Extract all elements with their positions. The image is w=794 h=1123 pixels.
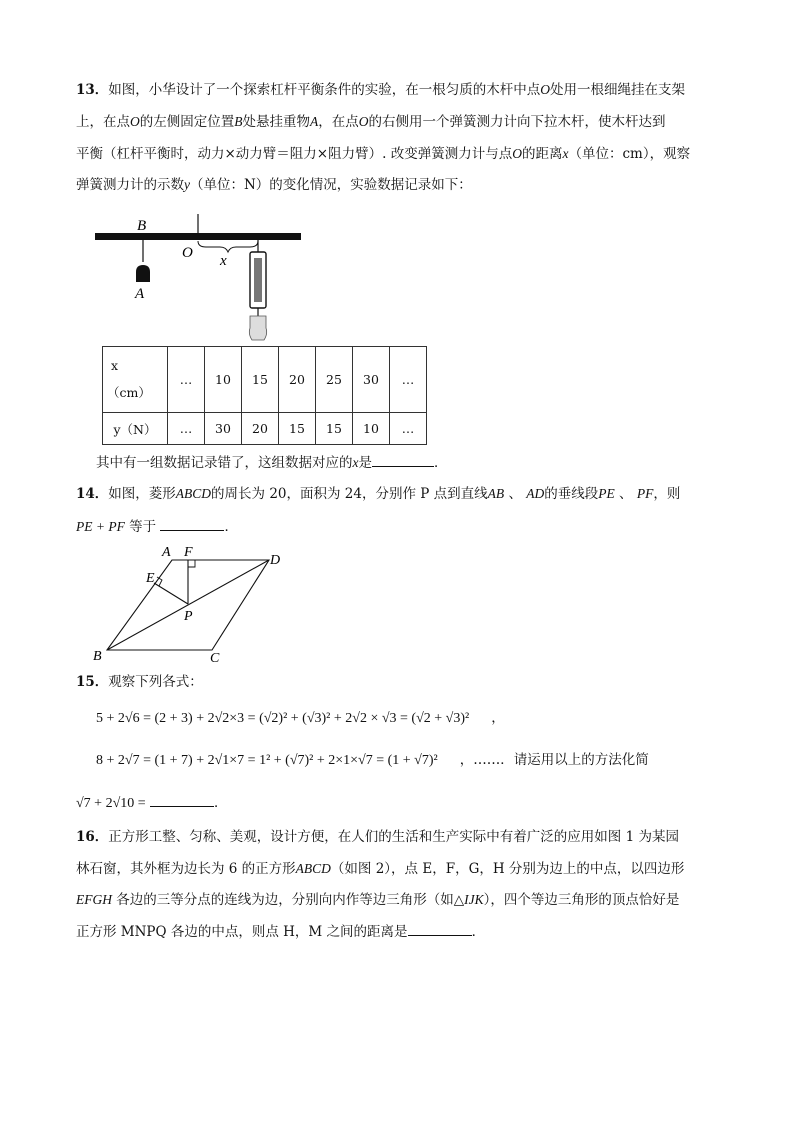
rhombus-figure (88, 540, 298, 666)
table-cell: 20 (279, 347, 316, 413)
table-cell: 30 (205, 413, 242, 445)
table-cell: 10 (205, 347, 242, 413)
table-cell: … (168, 413, 205, 445)
q15-title: 15．观察下列各式： (76, 674, 203, 690)
table-cell: 15 (242, 347, 279, 413)
table-cell: … (168, 347, 205, 413)
answer-blank (150, 792, 214, 807)
label-B: B (93, 649, 102, 664)
label-P: P (184, 609, 193, 624)
q14-number: 14． (76, 486, 109, 502)
q13-line-2: 上，在点O的左侧固定位置B处悬挂重物A，在点O的右侧用一个弹簧测力计向下拉木杆，使木杆达到 (76, 114, 666, 130)
table-header-x: x （cm） (103, 347, 168, 413)
segment-PE (154, 583, 188, 604)
answer-blank (372, 452, 434, 467)
label-E: E (146, 571, 155, 586)
label-C: C (210, 651, 220, 666)
table-cell: 25 (316, 347, 353, 413)
q13-number: 13． (76, 82, 109, 98)
q14-line-1: 14．如图，菱形ABCD的周长为 20，面积为 24，分别作 P 点到直线AB 、 AD的垂线段PE 、 PF，则 (76, 486, 681, 502)
q16-line-3: EFGH 各边的三等分点的连线为边，分别向内作等边三角形（如△IJK），四个等边三角形的顶点恰好是 (76, 892, 680, 908)
distance-brace (198, 241, 258, 252)
lever-bar (95, 233, 301, 240)
data-table (102, 346, 427, 445)
table-cell: … (390, 413, 427, 445)
table-row (103, 413, 427, 445)
q15-number: 15． (76, 674, 109, 690)
answer-blank (408, 921, 472, 936)
hand-icon (249, 316, 266, 340)
q16-line-4: 正方形 MNPQ 各边的中点，则点 H，M 之间的距离是 ． (76, 921, 485, 942)
table-cell: 15 (316, 413, 353, 445)
q13-line-1: 13．如图，小华设计了一个探索杠杆平衡条件的实验，在一根匀质的木杆中点O处用一根细绳挂在支架 (76, 82, 686, 98)
q15-equation-1: 5 + 2√6 = (2 + 3) + 2√2×3 = (√2)² + (√3)² + 2√2 × √3 = (√2 + √3)² ， (96, 710, 505, 726)
table-cell: 20 (242, 413, 279, 445)
right-angle-E (157, 577, 162, 586)
q16-line-2: 林石窗，其外框为边长为 6 的正方形ABCD（如图 2），点 E，F，G，H 分别为边上的中点，以四边形 (76, 861, 685, 877)
table-row (103, 347, 427, 413)
table-cell: … (390, 347, 427, 413)
table-cell: 10 (353, 413, 390, 445)
weight-icon (136, 265, 150, 282)
q13-line-3: 平衡（杠杆平衡时，动力×动力臂＝阻力×阻力臂）. 改变弹簧测力计与点O的距离x（单位：cm），观察 (76, 146, 691, 162)
q16-number: 16． (76, 829, 109, 845)
right-angle-F (188, 560, 195, 567)
table-cell: 30 (353, 347, 390, 413)
q13-line-4: 弹簧测力计的示数y（单位：N）的变化情况，实验数据记录如下： (76, 177, 472, 193)
label-A: A (135, 286, 145, 302)
q14-line-2: PE + PF 等于 ． (76, 516, 238, 537)
q13-question: 其中有一组数据记录错了，这组数据对应的x是 ． (96, 452, 448, 473)
label-F: F (184, 545, 193, 560)
label-D: D (270, 553, 281, 568)
q15-equation-3: √7 + 2√10 = ． (76, 792, 227, 814)
label-O: O (182, 245, 193, 261)
lever-figure (90, 210, 320, 342)
q15-equation-2: 8 + 2√7 = (1 + 7) + 2√1×7 = 1² + (√7)² + 2×1×√7 = (1 + √7)² ，……．请运用以上的方法化简 (96, 752, 649, 768)
q16-line-1: 16．正方形工整、匀称、美观，设计方便，在人们的生活和生产实际中有着广泛的应用如图 1 为某园 (76, 829, 679, 845)
label-B: B (137, 218, 147, 234)
table-header-y: y（N） (103, 413, 168, 445)
label-x: x (220, 253, 227, 269)
table-cell: 15 (279, 413, 316, 445)
answer-blank (160, 516, 224, 531)
label-A: A (162, 545, 171, 560)
